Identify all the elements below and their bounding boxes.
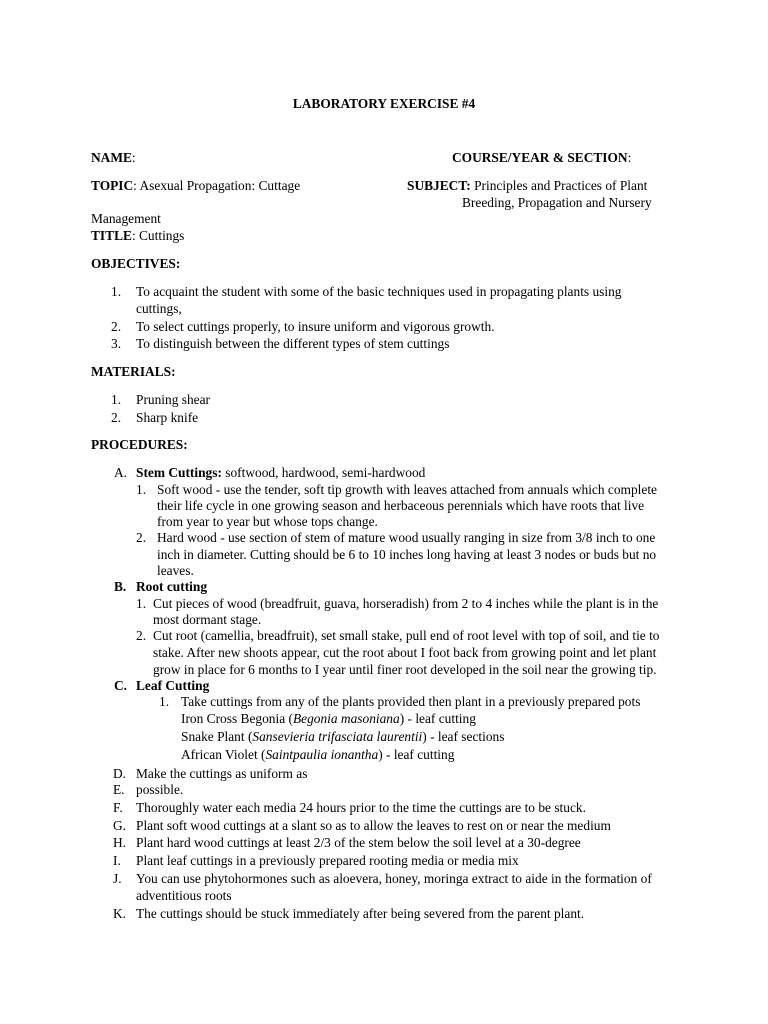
- sub-text: their life cycle in one growing season and herbaceous perennials which have roots that live: [157, 498, 645, 513]
- sub-number: 1.: [136, 482, 147, 497]
- procedure-letter: I.: [113, 853, 121, 868]
- procedure-letter: E.: [113, 782, 125, 797]
- course-field: [452, 149, 631, 166]
- scientific-name: Begonia masoniana: [292, 711, 400, 726]
- name-label: NAME: [91, 150, 132, 165]
- procedure-text: Plant soft wood cuttings at a slant so as to allow the leaves to rest on or near the medium: [136, 818, 611, 833]
- material-text: Sharp knife: [136, 410, 199, 425]
- title-field: [91, 227, 184, 244]
- plant-entry: [181, 746, 454, 763]
- scientific-name: Saintpaulia ionantha: [265, 747, 379, 762]
- objective-number: 1.: [111, 284, 122, 299]
- procedure-letter: A.: [114, 465, 128, 480]
- material-text: Pruning shear: [136, 392, 211, 407]
- topic-label: TOPIC: [91, 178, 134, 193]
- sub-text: stake. After new shoots appear, cut the root about I foot back from growing point and let plant: [153, 645, 657, 660]
- procedure-letter: J.: [113, 871, 122, 886]
- sub-text: Cut pieces of wood (breadfruit, guava, horseradish) from 2 to 4 inches while the plant is in the: [153, 596, 659, 611]
- sub-number: 2.: [136, 530, 147, 545]
- materials-heading: MATERIALS:: [91, 364, 176, 379]
- sub-number: 2.: [136, 628, 147, 643]
- course-separator: :: [627, 150, 632, 165]
- title-label: TITLE: [91, 228, 132, 243]
- procedures-heading: PROCEDURES:: [91, 437, 188, 452]
- name-field: [91, 149, 136, 166]
- sub-text: most dormant stage.: [153, 612, 262, 627]
- objective-text: To acquaint the student with some of the basic techniques used in propagating plants using: [136, 284, 622, 299]
- sub-number: 1.: [136, 596, 147, 611]
- topic-field: [91, 177, 300, 194]
- procedure-letter: H.: [113, 835, 127, 850]
- subject-value-line-1: Principles and Practices of Plant: [470, 178, 648, 193]
- procedure-c-label: Leaf Cutting: [136, 678, 210, 693]
- name-separator: :: [131, 150, 136, 165]
- sub-text: Cut root (camellia, breadfruit), set small stake, pull end of root level with top of soil, and tie to: [153, 628, 660, 643]
- procedure-letter: F.: [113, 800, 123, 815]
- procedure-text: Make the cuttings as uniform as: [136, 766, 308, 781]
- procedure-letter: D.: [113, 766, 127, 781]
- sub-text: Take cuttings from any of the plants provided then plant in a previously prepared pots: [181, 694, 641, 709]
- procedure-text: adventitious roots: [136, 888, 232, 903]
- procedure-text: The cuttings should be stuck immediately after being severed from the parent plant.: [136, 906, 585, 921]
- procedure-text: Plant hard wood cuttings at least 2/3 of the stem below the soil level at a 30-degree: [136, 835, 581, 850]
- procedure-a-rest: softwood, hardwood, semi-hardwood: [221, 465, 426, 480]
- sub-text: Hard wood - use section of stem of mature wood usually ranging in size from 3/8 inch to one: [157, 530, 656, 545]
- plant-entry: [181, 728, 504, 745]
- sub-text: inch in diameter. Cutting should be 6 to 10 inches long having at least 3 nodes or buds but no: [157, 547, 657, 562]
- procedure-a-heading: [136, 464, 425, 481]
- plant-name: Snake Plant (: [181, 729, 253, 744]
- sub-number: 1.: [159, 694, 170, 709]
- objective-number: 2.: [111, 319, 122, 334]
- procedure-letter: C.: [114, 678, 128, 693]
- procedure-letter: G.: [113, 818, 127, 833]
- plant-entry: [181, 710, 476, 727]
- sub-text: grow in place for 6 months to I year until finer root developed in the soil near the growing tip.: [153, 662, 657, 677]
- sub-text: leaves.: [157, 563, 194, 578]
- objective-text: To distinguish between the different types of stem cuttings: [136, 336, 450, 351]
- plant-name: African Violet (: [181, 747, 266, 762]
- subject-label: SUBJECT:: [407, 178, 471, 193]
- plant-name: Iron Cross Begonia (: [181, 711, 293, 726]
- sub-text: from year to year but whose tops change.: [157, 514, 378, 529]
- material-number: 1.: [111, 392, 122, 407]
- procedure-a-label: Stem Cuttings:: [136, 465, 222, 480]
- sub-text: Soft wood - use the tender, soft tip growth with leaves attached from annuals which complete: [157, 482, 657, 497]
- subject-value-line-2: Breeding, Propagation and Nursery: [462, 195, 652, 210]
- course-label: COURSE/YEAR & SECTION: [452, 150, 628, 165]
- topic-value: : Asexual Propagation: Cuttage: [133, 178, 301, 193]
- procedure-letter: K.: [113, 906, 127, 921]
- objective-text: To select cuttings properly, to insure uniform and vigorous growth.: [136, 319, 495, 334]
- procedure-text: Plant leaf cuttings in a previously prepared rooting media or media mix: [136, 853, 519, 868]
- title-value: : Cuttings: [131, 228, 185, 243]
- objective-number: 3.: [111, 336, 122, 351]
- scientific-name: Sansevieria trifasciata laurentii: [252, 729, 423, 744]
- procedure-b-label: Root cutting: [136, 579, 208, 594]
- cutting-type: ) - leaf cutting: [378, 747, 455, 762]
- subject-field: [407, 177, 647, 194]
- procedure-text: possible.: [136, 782, 184, 797]
- objectives-heading: OBJECTIVES:: [91, 256, 181, 271]
- procedure-text: You can use phytohormones such as aloevera, honey, moringa extract to aide in the formation of: [136, 871, 652, 886]
- material-number: 2.: [111, 410, 122, 425]
- procedure-text: Thoroughly water each media 24 hours prior to the time the cuttings are to be stuck.: [136, 800, 586, 815]
- objective-text: cuttings,: [136, 301, 182, 316]
- cutting-type: ) - leaf sections: [422, 729, 505, 744]
- procedure-letter: B.: [114, 579, 127, 594]
- page-title: LABORATORY EXERCISE #4: [292, 96, 476, 111]
- cutting-type: ) - leaf cutting: [399, 711, 476, 726]
- subject-value-line-3: Management: [91, 211, 161, 226]
